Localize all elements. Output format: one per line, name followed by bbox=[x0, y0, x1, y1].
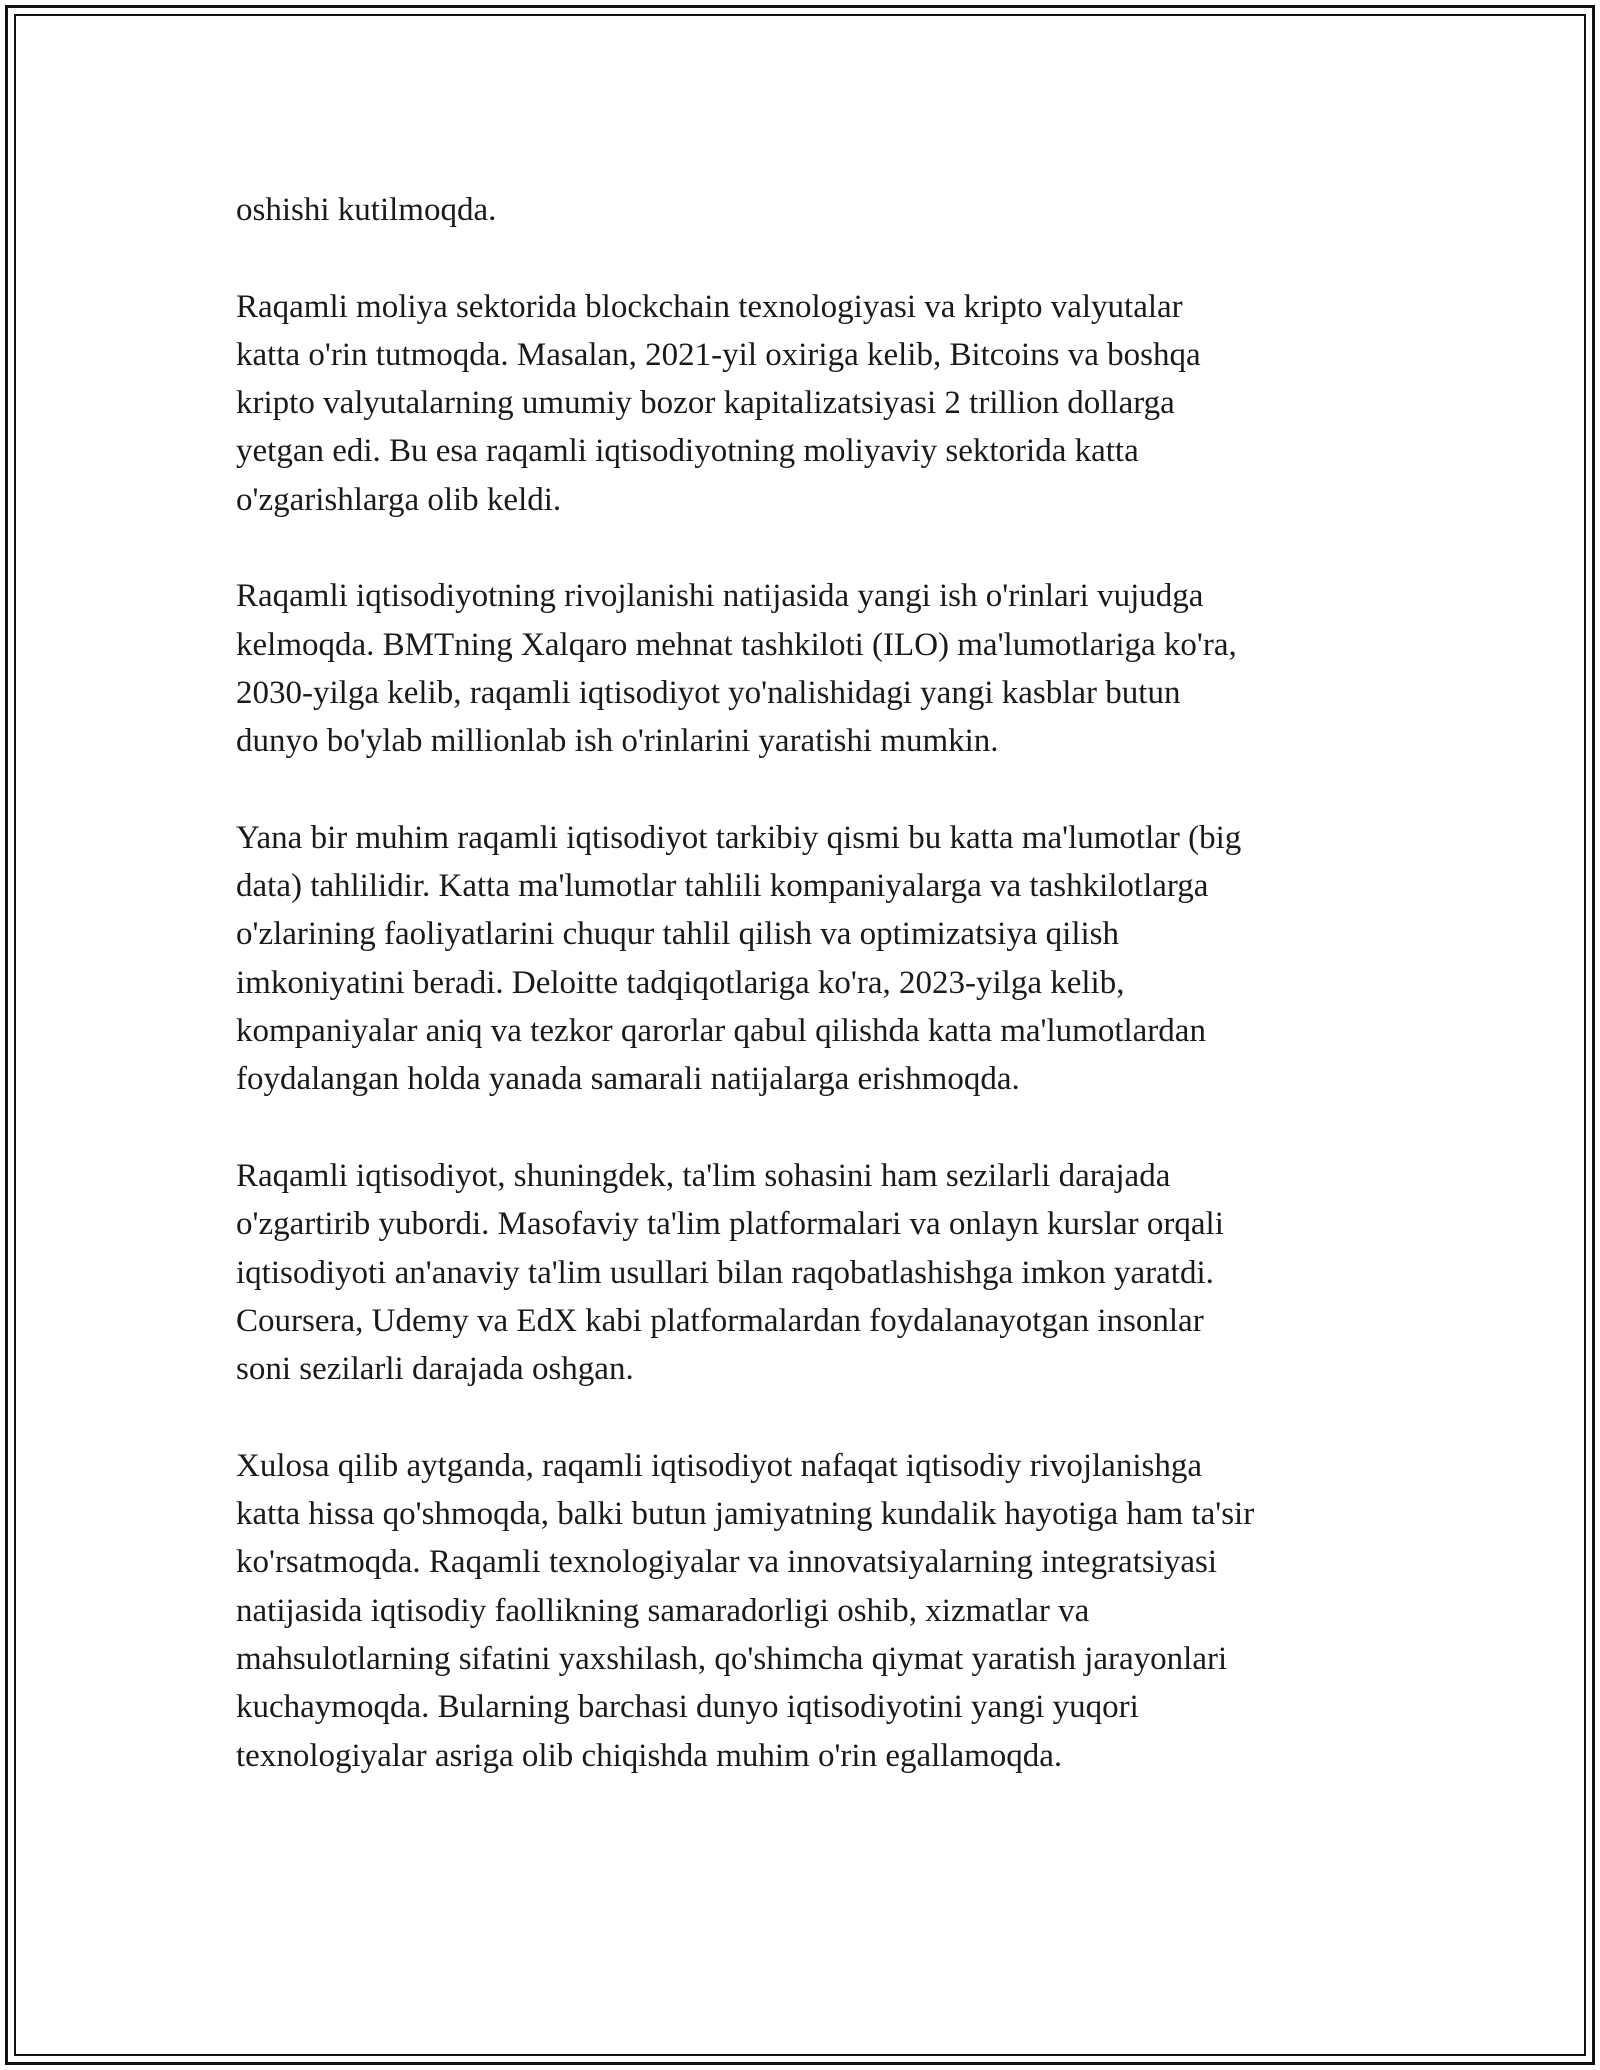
paragraph-continuation: oshishi kutilmoqda. bbox=[236, 192, 497, 228]
paragraph-digital-finance: Raqamli moliya sektorida blockchain texnologiyasi va kripto valyutalar katta o'rin tutmoqda. Masalan, 2021-yil oxiriga kelib, Bitcoins va boshqa kripto valyutalarning umumiy bozor kapitalizatsiyasi 2 trillion dollarga yetgan edi. Bu esa raqamli iqtisodiyotning moliyaviy sektorida katta o'zgarishlarga olib keldi. bbox=[236, 288, 1201, 518]
paragraph-conclusion: Xulosa qilib aytganda, raqamli iqtisodiyot nafaqat iqtisodiy rivojlanishga katta hissa qo'shmoqda, balki butun jamiyatning kundalik hayotiga ham ta'sir ko'rsatmoqda. Raqamli texnologiyalar va innovatsiyalarning integratsiyasi natijasida iqtisodiy faollikning samaradorligi oshib, xizmatlar va mahsulotlarning sifatini yaxshilash, qo'shimcha qiymat yaratish jarayonlari kuchaymoqda. Bularning barchasi dunyo iqtisodiyotini yangi yuqori texnologiyalar asriga olib chiqishda muhim o'rin egallamoqda. bbox=[236, 1447, 1255, 1774]
paragraph-education: Raqamli iqtisodiyot, shuningdek, ta'lim sohasini ham sezilarli darajada o'zgartirib yubordi. Masofaviy ta'lim platformalari va onlayn kurslar orqali iqtisodiyoti an'anaviy ta'lim usullari bilan raqobatlashishga imkon yaratdi. Coursera, Udemy va EdX kabi platformalardan foydalanayotgan insonlar soni sezilarli darajada oshgan. bbox=[236, 1157, 1224, 1388]
document-body bbox=[236, 186, 1386, 1828]
paragraph-new-jobs: Raqamli iqtisodiyotning rivojlanishi natijasida yangi ish o'rinlari vujudga kelmoqda. BMTning Xalqaro mehnat tashkiloti (ILO) ma'lumotlariga ko'ra, 2030-yilga kelib, raqamli iqtisodiyot yo'nalishidagi yangi kasblar butun dunyo bo'ylab millionlab ish o'rinlarini yaratishi mumkin. bbox=[236, 578, 1237, 760]
paragraph-big-data: Yana bir muhim raqamli iqtisodiyot tarkibiy qismi bu katta ma'lumotlar (big data) tahlilidir. Katta ma'lumotlar tahlili kompaniyalarga va tashkilotlarga o'zlarining faoliyatlarini chuqur tahlil qilish va optimizatsiya qilish imkoniyatini beradi. Deloitte tadqiqotlariga ko'ra, 2023-yilga kelib, kompaniyalar aniq va tezkor qarorlar qabul qilishda katta ma'lumotlardan foydalangan holda yanada samarali natijalarga erishmoqda. bbox=[236, 819, 1242, 1098]
